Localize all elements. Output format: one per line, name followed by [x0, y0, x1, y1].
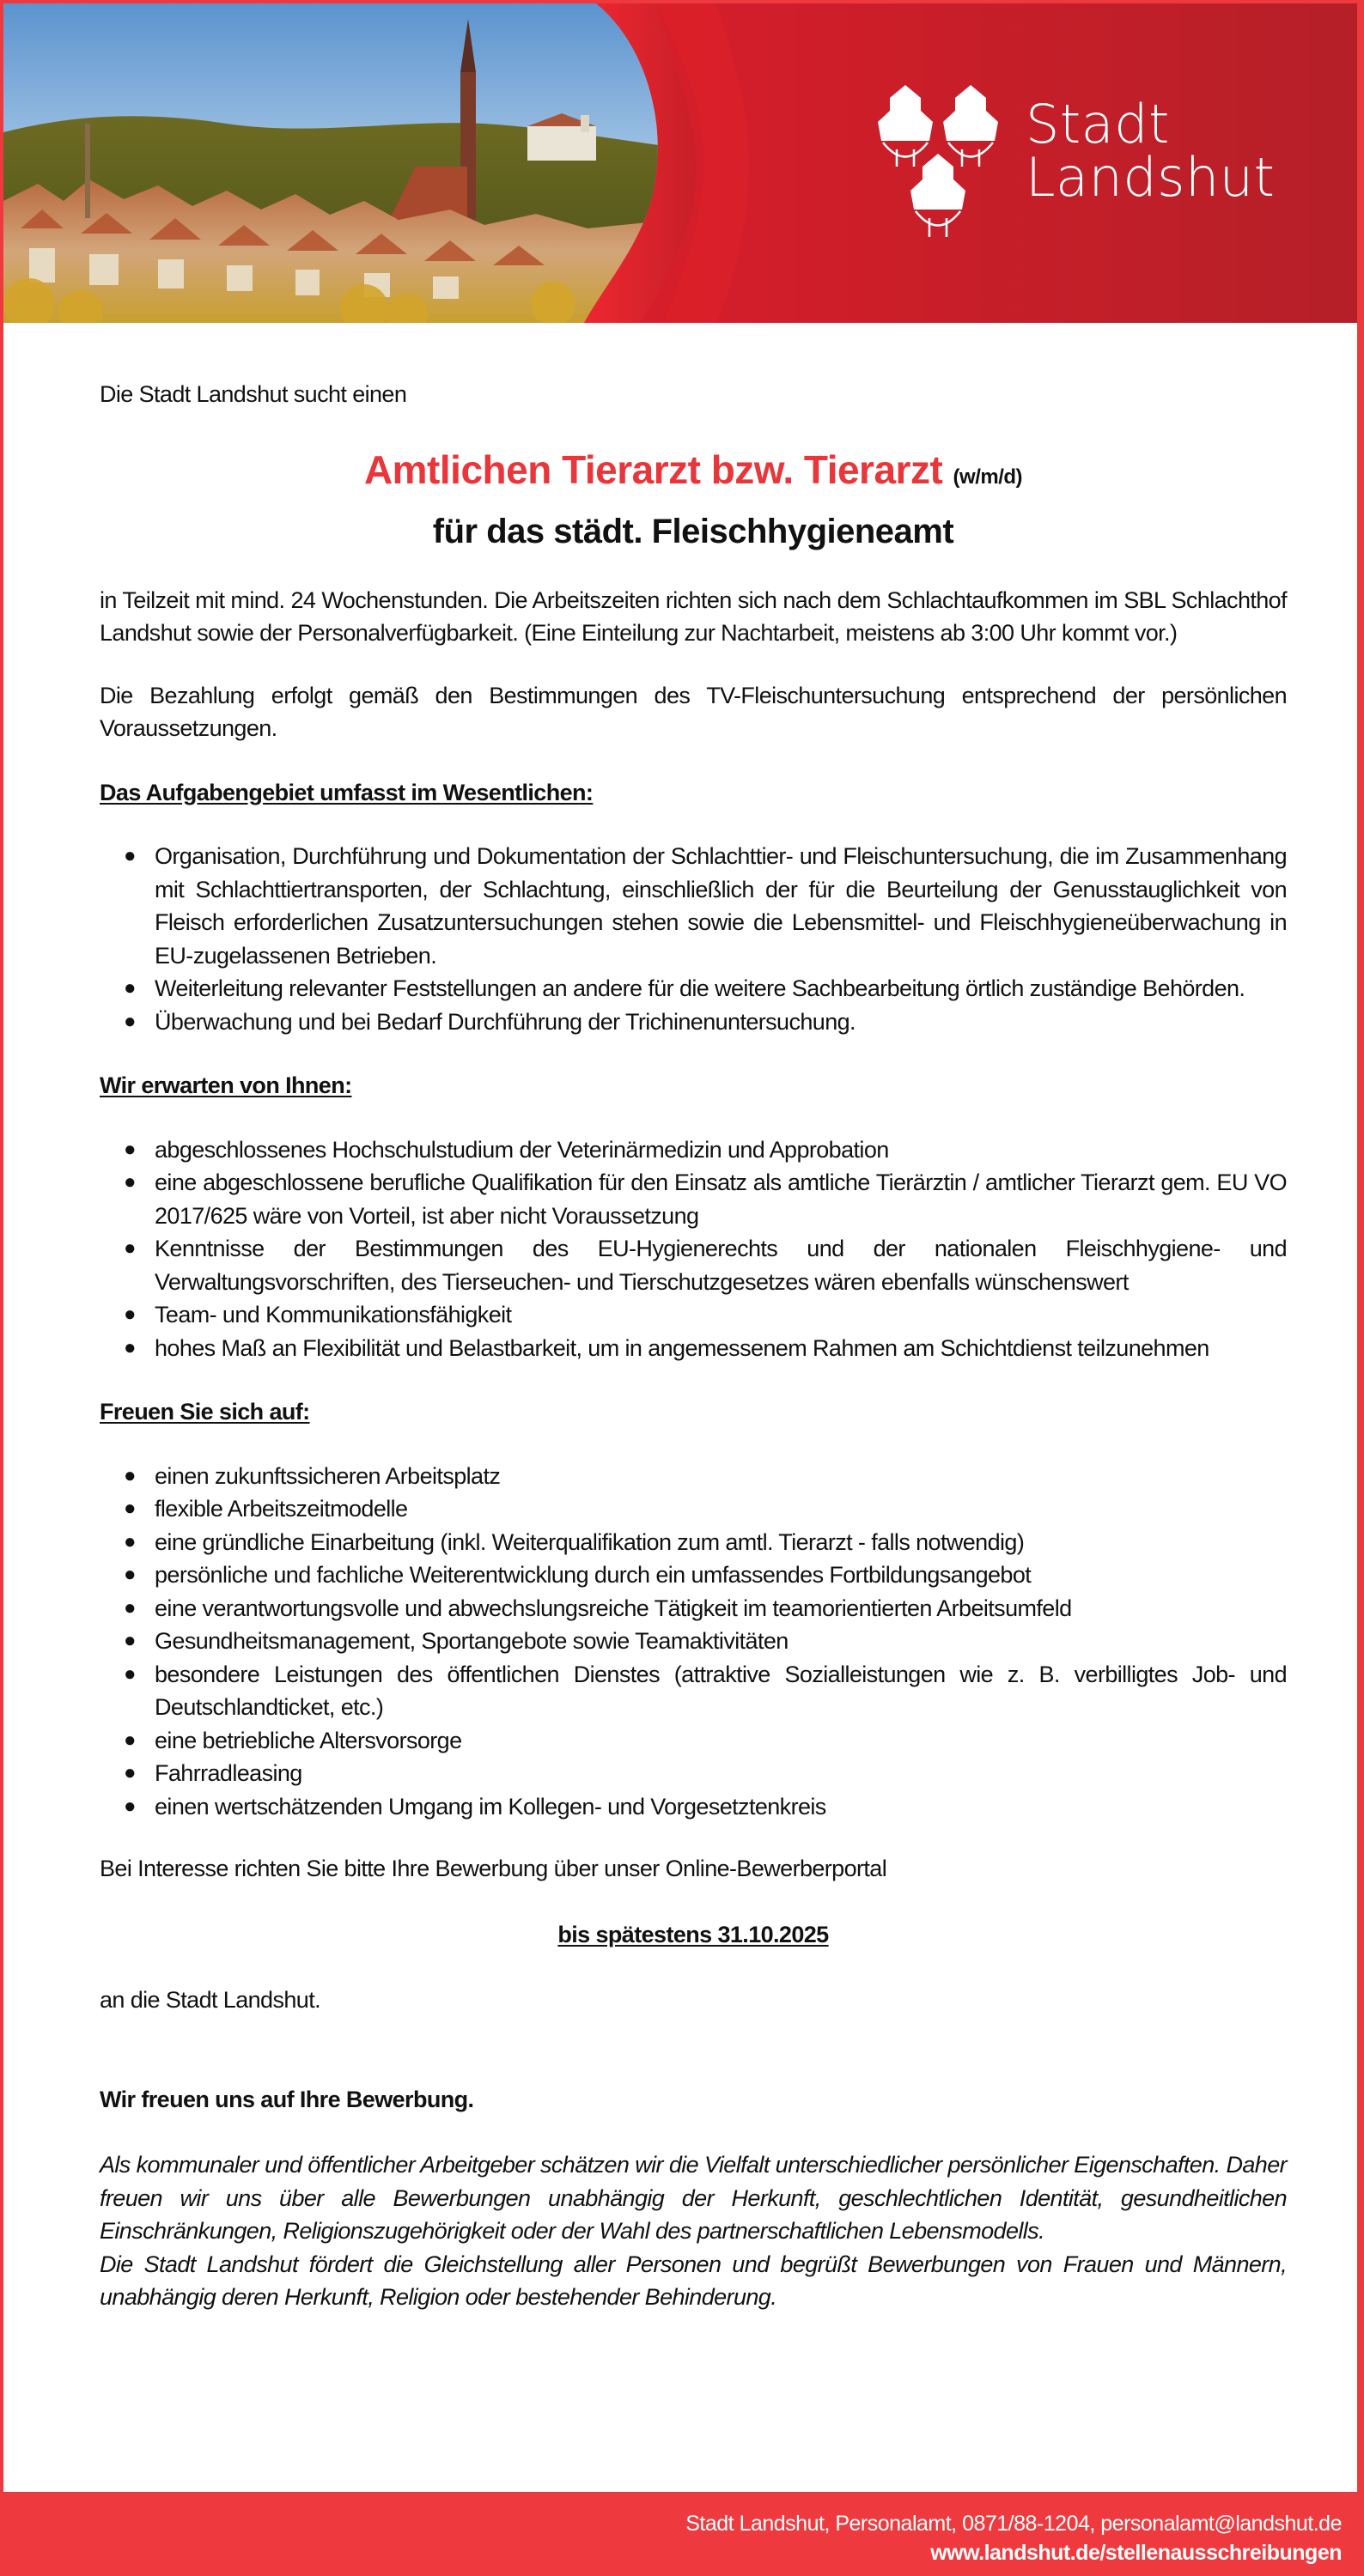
list-item: ● abgeschlossenes Hochschulstudium der Veterinärmedizin und Approbation [100, 1133, 1287, 1167]
closing-thanks: Wir freuen uns auf Ihre Bewerbung. [100, 2086, 474, 2112]
section-heading-benefits: Freuen Sie sich auf: [100, 1399, 310, 1425]
bullet-icon: ● [124, 1529, 136, 1553]
careers-website-link[interactable]: www.landshut.de/stellenausschreibungen [930, 2541, 1342, 2565]
working-hours-paragraph: in Teilzeit mit mind. 24 Wochenstunden. Die Arbeitszeiten richten sich nach dem Schlachtaufkommen im SBL Schlachthof Landshut sowie der Personalverfügbarkeit. (Eine Einteilung zur Nachtarbeit, meistens ab 3:00 Uhr kommt vor.) [100, 586, 1287, 646]
coat-of-arms-icon [871, 81, 1017, 252]
logo-wordmark [1026, 93, 1276, 209]
footer-contact-info: Stadt Landshut, Personalamt, 0871/88-1204, personalamt@landshut.de [685, 2512, 1342, 2536]
list-item: ● hohes Maß an Flexibilität und Belastbarkeit, um in angemessenem Rahmen am Schichtdienst teilzunehmen [100, 1332, 1287, 1365]
list-item: ● Gesundheitsmanagement, Sportangebote sowie Teamaktivitäten [100, 1625, 1287, 1658]
list-item: ● eine verantwortungsvolle und abwechslungsreiche Tätigkeit im teamorientierten Arbeitsumfeld [100, 1592, 1287, 1625]
list-item: ● Fahrradleasing [100, 1757, 1287, 1790]
list-item: ● eine betriebliche Altersvorsorge [100, 1724, 1287, 1758]
diversity-paragraph-1: Als kommunaler und öffentlicher Arbeitgeber schätzen wir die Vielfalt unterschiedlicher persönlicher Eigenschaften. Daher freuen wir uns über alle Bewerbungen unabhängig der Herkunft, geschlechtlichen Identität, gesundheitlichen Einschränkungen, Religionszugehörigkeit oder der Wahl des partnerschaftlichen Lebensmodells. [100, 2152, 1287, 2244]
bullet-icon: ● [124, 1137, 136, 1161]
bullet-icon: ● [124, 1335, 136, 1359]
list-item: ● einen wertschätzenden Umgang im Kollegen- und Vorgesetztenkreis [100, 1790, 1287, 1824]
bullet-icon: ● [124, 1563, 136, 1586]
gender-suffix: (w/m/d) [953, 465, 1023, 489]
requirements-list [100, 1133, 1287, 1365]
list-item: ● Weiterleitung relevanter Feststellungen an andere für die weitere Sachbearbeitung örtlich zuständige Behörden. [100, 972, 1287, 1005]
bullet-icon: ● [124, 1497, 136, 1520]
footer-bar [0, 2492, 1364, 2576]
list-item: ● eine abgeschlossene berufliche Qualifikation für den Einsatz als amtliche Tierärztin / amtlicher Tierarzt gem. EU VO 2017/625 wäre von Vorteil, ist aber nicht Voraussetzung [100, 1166, 1287, 1232]
tasks-list [100, 840, 1287, 1038]
logo-line-landshut: Landshut [1026, 146, 1276, 209]
list-item: ● flexible Arbeitszeitmodelle [100, 1492, 1287, 1526]
bullet-icon: ● [124, 1629, 136, 1652]
logo-line-stadt: Stadt [1026, 93, 1170, 155]
bullet-icon: ● [124, 1761, 136, 1784]
bullet-icon: ● [124, 1303, 136, 1326]
diversity-statement [100, 2148, 1287, 2314]
bullet-icon: ● [124, 1236, 136, 1260]
list-item: ● eine gründliche Einarbeitung (inkl. Weiterqualifikation zum amtl. Tierarzt - falls notwendig) [100, 1526, 1287, 1559]
benefits-list [100, 1460, 1287, 1824]
section-heading-tasks: Das Aufgabengebiet umfasst im Wesentlichen: [100, 779, 594, 805]
header-banner [3, 3, 1357, 323]
bullet-icon: ● [124, 844, 136, 867]
bullet-icon: ● [124, 1794, 136, 1818]
bullet-icon: ● [124, 976, 136, 999]
list-item: ● persönliche und fachliche Weiterentwicklung durch ein umfassendes Fortbildungsangebot [100, 1558, 1287, 1592]
list-item: ● besondere Leistungen des öffentlichen Dienstes (attraktive Sozialleistungen wie z. B. verbilligtes Job- und Deutschlandticket, etc.) [100, 1658, 1287, 1724]
job-title-text: Amtlichen Tierarzt bzw. Tierarzt [363, 447, 943, 492]
application-instructions: Bei Interesse richten Sie bitte Ihre Bewerbung über unser Online-Bewerberportal [100, 1856, 887, 1881]
application-deadline: bis spätestens 31.10.2025 [557, 1921, 829, 1947]
intro-line: Die Stadt Landshut sucht einen [100, 381, 407, 407]
bullet-icon: ● [124, 1009, 136, 1033]
bullet-icon: ● [124, 1728, 136, 1752]
bullet-icon: ● [124, 1662, 136, 1686]
payment-paragraph: Die Bezahlung erfolgt gemäß den Bestimmungen des TV-Fleischuntersuchung entsprechend der persönlichen Voraussetzungen. [100, 682, 1287, 741]
list-item: ● Team- und Kommunikationsfähigkeit [100, 1298, 1287, 1332]
application-recipient: an die Stadt Landshut. [100, 1987, 321, 2013]
section-heading-requirements: Wir erwarten von Ihnen: [100, 1072, 352, 1098]
list-item: ● Kenntnisse der Bestimmungen des EU-Hygienerechts und der nationalen Fleischhygiene- und Verwaltungsvorschriften, des Tierseuchen- und Tierschutzgesetzes wären ebenfalls wünschenswert [100, 1232, 1287, 1298]
bullet-icon: ● [124, 1595, 136, 1619]
stadt-landshut-logo [871, 81, 1318, 252]
bullet-icon: ● [124, 1463, 136, 1487]
job-title-block [100, 446, 1287, 555]
job-title [100, 446, 1287, 501]
list-item: ● einen zukunftssicheren Arbeitsplatz [100, 1460, 1287, 1493]
list-item: ● Organisation, Durchführung und Dokumentation der Schlachttier- und Fleischuntersuchung, die im Zusammenhang mit Schlachttiertransporten, der Schlachtung, einschließlich der für die Beurteilung der Genusstauglichkeit von Fleisch erforderlichen Zusatzuntersuchungen stehen sowie die Lebensmittel- und Fleischhygieneüberwachung in EU-zugelassenen Betrieben. [100, 840, 1287, 972]
job-department: für das städt. Fleischhygieneamt [432, 512, 954, 550]
document-sheet [3, 3, 1357, 2492]
list-item: ● Überwachung und bei Bedarf Durchführung der Trichinenuntersuchung. [100, 1005, 1287, 1039]
bullet-icon: ● [124, 1170, 136, 1194]
diversity-paragraph-2: Die Stadt Landshut fördert die Gleichstellung aller Personen und begrüßt Bewerbungen von Frauen und Männern, unabhängig deren Herkunft, Religion oder bestehender Behinderung. [100, 2251, 1287, 2310]
posting-content [100, 323, 1287, 2314]
